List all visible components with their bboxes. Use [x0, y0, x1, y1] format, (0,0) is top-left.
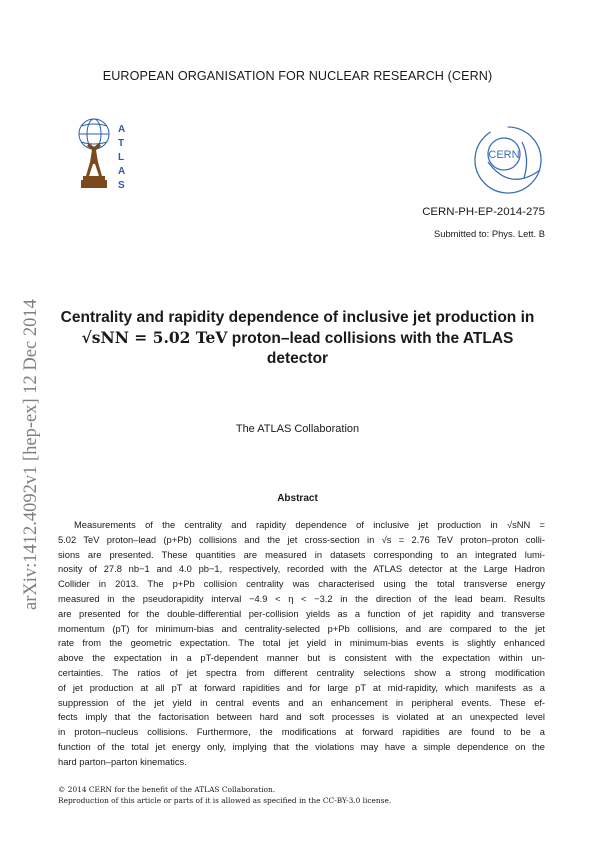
abstract-line: above the expectation in a pT-dependent manner but is consistent with the expectation within un- — [58, 653, 545, 664]
abstract-line: rate from the geometric expectation. The total jet yield in minimum-bias events is slightly enhanced — [58, 638, 545, 649]
abstract-line: function of the total jet energy only, implying that the violations may have a simple dependence on the — [58, 741, 545, 752]
abstract-line: suppression of the jet yield in central events and an enhancement in peripheral events. These ef- — [58, 697, 545, 708]
copyright-notice: © 2014 CERN for the benefit of the ATLAS Collaboration. — [58, 785, 276, 794]
atlas-letter: T — [118, 138, 125, 149]
abstract-line: momentum (pT) for minimum-bias and centrality-selected p+Pb collisions, and are compared to the jet — [58, 623, 545, 634]
atlas-letter: L — [118, 152, 125, 163]
collaboration-name: The ATLAS Collaboration — [235, 423, 360, 435]
abstract-line: of jet production at all pT at forward rapidities and for large pT at mid-rapidity, which manifests as a — [58, 682, 545, 693]
report-number: CERN-PH-EP-2014-275 — [422, 206, 545, 218]
title-line-3: detector — [266, 350, 329, 367]
license-notice: Reproduction of this article or parts of it is allowed as specified in the CC-BY-3.0 license. — [58, 796, 392, 805]
atlas-logo — [78, 112, 130, 192]
title-line-1: Centrality and rapidity dependence of inclusive jet production in — [60, 309, 535, 326]
abstract-line: 5.02 TeV proton–lead (p+Pb) collisions and the jet cross-section in √s = 2.76 TeV proton–proton colli- — [58, 534, 545, 545]
arxiv-id-text: arXiv:1412.4092v1 [hep-ex] 12 Dec 2014 — [21, 299, 41, 610]
arxiv-stamp[interactable] — [14, 262, 44, 612]
atlas-letter: A — [118, 124, 126, 135]
abstract-line: in proton–nucleus collisions. Furthermore, the modifications at forward rapidities are found to be a — [58, 727, 545, 738]
atlas-figure-icon — [81, 143, 107, 188]
abstract-line: measured in the pseudorapidity interval −4.9 < η < −3.2 in the direction of the lead beam. Results — [58, 593, 545, 604]
title-line-2 — [50, 328, 545, 349]
title-sqrt-math: √sNN = 5.02 TeV — [81, 328, 228, 347]
cern-logo-text: CERN — [488, 149, 520, 161]
abstract-body — [58, 518, 545, 770]
organisation-heading: EUROPEAN ORGANISATION FOR NUCLEAR RESEARCH (CERN) — [102, 69, 493, 83]
abstract-line: certainties. The ratios of jet spectra from different centrality selections show a strong modification — [58, 667, 545, 678]
abstract-line: are presented for the double-differential per-collision yields as a function of jet rapidity and transverse — [58, 608, 545, 619]
footer — [58, 784, 545, 806]
cern-logo — [470, 122, 548, 200]
title-line-2-text: proton–lead collisions with the ATLAS — [227, 330, 514, 347]
abstract-line: sions are presented. These quantities are measured in datasets corresponding to an integrated lumi- — [58, 549, 545, 560]
abstract-line: Measurements of the centrality and rapidity dependence of inclusive jet production in √sNN = — [74, 520, 545, 530]
atlas-letter: A — [118, 166, 126, 177]
abstract-line: fects imply that the factorisation between hard and soft processes is violated at an unexpected level — [58, 712, 545, 723]
abstract-line: hard parton–parton kinematics. — [58, 756, 187, 767]
abstract-heading: Abstract — [277, 493, 318, 504]
abstract-line: Collider in 2013. The p+Pb collision centrality was characterised using the total transverse energy — [58, 579, 545, 590]
globe-icon — [79, 119, 109, 149]
submitted-to: Submitted to: Phys. Lett. B — [434, 228, 545, 239]
abstract-line: nosity of 27.8 nb−1 and 4.0 pb−1, respectively, recorded with the ATLAS detector at the Large Hadron — [58, 564, 545, 575]
paper-title — [50, 308, 545, 369]
atlas-letter: S — [118, 180, 125, 191]
